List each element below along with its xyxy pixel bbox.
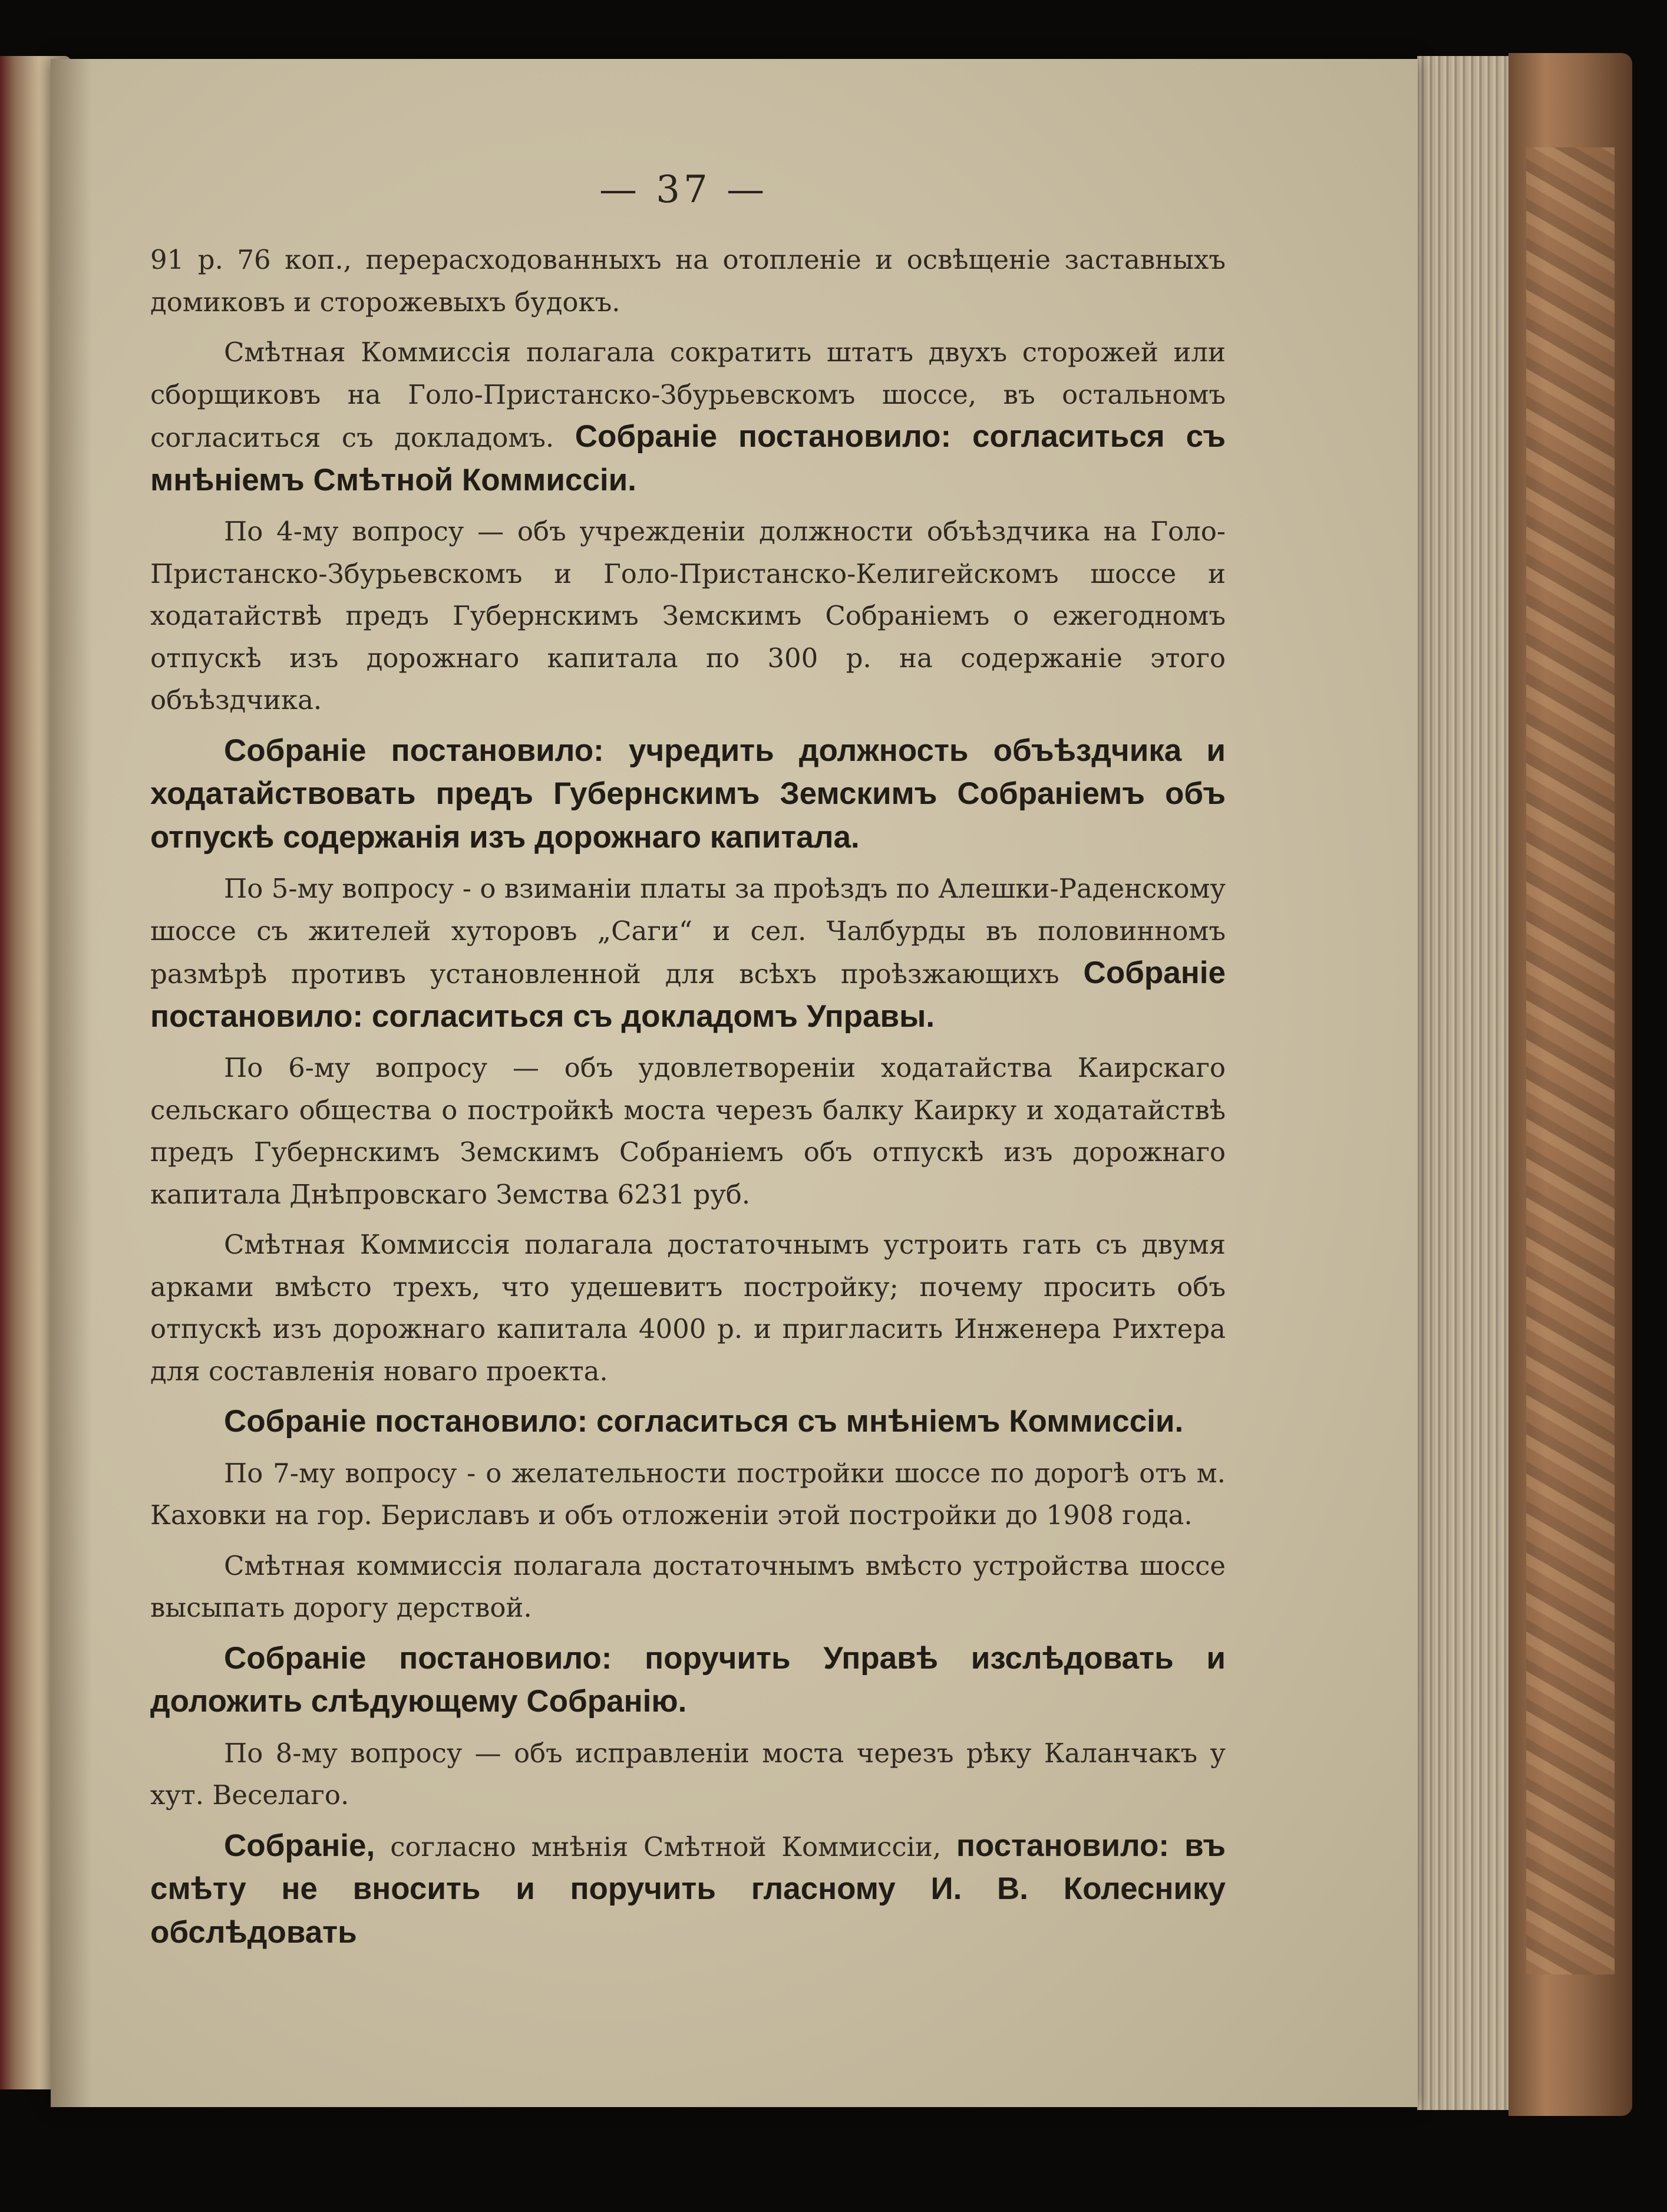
text-run: Смѣтная коммиссія полагала достаточнымъ вмѣсто устройства шоссе высыпать дорогу дерствой. [150,1550,1226,1623]
text-run: 91 р. 76 коп., перерасходованныхъ на отопленіе и освѣщеніе заставныхъ домиковъ и сторожевыхъ будокъ. [150,244,1226,318]
text-run: По 8-му вопросу — объ исправленіи моста черезъ рѣку Каланчакъ у хут. Веселаго. [150,1737,1226,1811]
paragraph [150,1047,1226,1215]
text-run: постановило: въ смѣту не вносить и поручить гласному И. В. Колеснику обслѣдовать [150,1828,1226,1950]
cover-marbling [1526,147,1615,1974]
text-run: Смѣтная Коммиссія полагала сократить штатъ двухъ сторожей или сборщиковъ на Голо-Пристанско-Збурьевскомъ шоссе, въ остальномъ согласиться съ докладомъ. [150,337,1226,453]
text-run: согласно мнѣнія Смѣтной Коммиссіи, [390,1831,956,1862]
text-run: По 7-му вопросу - о желательности постройки шоссе по дорогѣ отъ м. Каховки на гор. Бериславъ и объ отложеніи этой постройки до 1908 года. [150,1457,1226,1531]
text-run: Собраніе постановило: согласиться съ докладомъ Управы. [150,955,1226,1034]
page-body-text [150,239,1226,1963]
text-run: По 4-му вопросу — объ учрежденіи должности объѣздчика на Голо-Пристанско-Збурьевскомъ и Голо-Пристанско-Келигейскомъ шоссе и ходатайствѣ предъ Губернскимъ Земскимъ Собраніемъ о ежегодномъ отпускѣ изъ дорожнаго капитала по 300 р. на содержаніе этого объѣздчика. [150,516,1226,716]
gutter-shadow [51,59,92,2107]
paragraph [150,1452,1226,1537]
paragraph [150,730,1226,860]
paragraph [150,239,1226,323]
paragraph [150,1545,1226,1629]
text-run: По 5-му вопросу - о взиманіи платы за проѣздъ по Алешки-Раденскому шоссе съ жителей хуторовъ „Саги“ и сел. Чалбурды въ половинномъ размѣрѣ противъ установленной для всѣхъ проѣзжающихъ [150,873,1226,990]
paragraph [150,1400,1226,1444]
text-run: Собраніе постановило: поручить Управѣ изслѣдовать и доложить слѣдующему Собранію. [150,1640,1226,1719]
text-run: Собраніе, [224,1828,391,1863]
page-fore-edges [1417,56,1517,2110]
text-run: Смѣтная Коммиссія полагала достаточнымъ устроить гать съ двумя арками вмѣсто трехъ, что удешевитъ постройку; почему просить объ отпускѣ изъ дорожнаго капитала 4000 р. и пригласить Инженера Рихтера для составленія новаго проекта. [150,1229,1226,1387]
paragraph [150,510,1226,721]
paragraph [150,1637,1226,1724]
paragraph [150,1732,1226,1817]
text-run: Собраніе постановило: учредить должность объѣздчика и ходатайствовать предъ Губернскимъ Земскимъ Собраніемъ объ отпускѣ содержанія изъ дорожнаго капитала. [150,733,1226,855]
text-run: По 6-му вопросу — объ удовлетвореніи ходатайства Каирскаго сельскаго общества о постройкѣ моста черезъ балку Каирку и ходатайствѣ предъ Губернскимъ Земскимъ Собраніемъ объ отпускѣ изъ дорожнаго капитала Днѣпровскаго Земства 6231 руб. [150,1052,1226,1210]
paragraph [150,868,1226,1039]
page-number: — 37 — [599,168,768,212]
text-run: Собраніе постановило: согласиться съ мнѣніемъ Коммиссіи. [224,1404,1184,1439]
paragraph [150,1825,1226,1955]
paragraph [150,331,1226,502]
text-run: Собраніе постановило: согласиться съ мнѣніемъ Смѣтной Коммиссіи. [150,419,1226,497]
paragraph [150,1224,1226,1392]
